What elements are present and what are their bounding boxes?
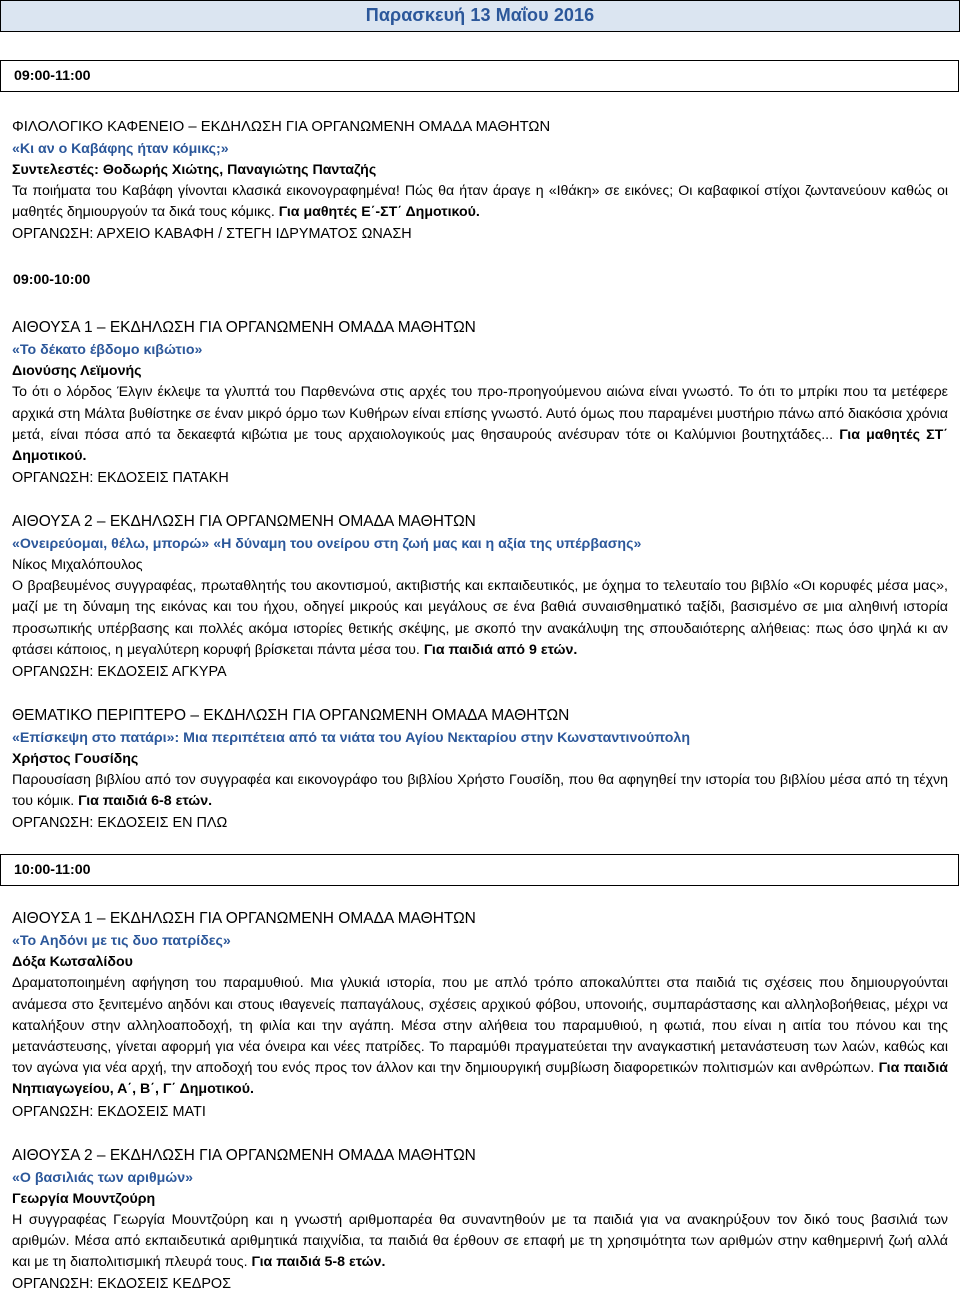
description-text: Το ότι ο λόρδος Έλγιν έκλεψε τα γλυπτά του Παρθενώνα στις αρχές του προ-προηγούμενου αιώνα είναι γνωστό. Το ότι το μπρίκι που τα μετέφερε αρχικά στη Μάλτα βυθίστηκε σε έναν μικρό όρμο των Κυθήρων είναι επίσης γνωστό. Αυτό όμως που παραμένει μυστήριο πάνω από διακόσια χρόνια μετά, είναι πόσα από τα δεκαεφτά κιβώτια με τους αρχαιολογικούς μας θησαυρούς ανέσυραν τότε οι Καλύμνιοι βουτηχτάδες... <box>12 384 948 443</box>
event-organizer: ΟΡΓΑΝΩΣΗ: ΕΚΔΟΣΕΙΣ ΑΓΚΥΡΑ <box>12 664 227 681</box>
description-text: Παρουσίαση βιβλίου από τον συγγραφέα και εικονογράφο του βιβλίου Χρήστο Γουσίδη, που θα αφηγηθεί την ιστορία του βιβλίου μέσα από τη τέχνη του κόμικ. <box>12 772 948 810</box>
event-title: «Ονειρεύομαι, θέλω, μπορώ» «Η δύναμη του ονείρου στη ζωή μας και η αξία της υπέρβασης» <box>12 536 642 553</box>
description-text: Η συγγραφέας Γεωργία Μουντζούρη και η γνωστή αριθμοπαρέα θα συναντηθούν με τα παιδιά για να ανακηρύξουν τον δικό τους βασιλιά των αριθμών. Μέσα από εκπαιδευτικά αριθμητικά παιχνίδια, τα παιδιά θα έρθουν σε επαφή με τη χρησιμότητα των αριθμών στην καθημερινή ζωή αλλά και με τη διαπολιτισμική πλευρά τους. <box>12 1211 948 1271</box>
event-organizer: ΟΡΓΑΝΩΣΗ: ΕΚΔΟΣΕΙΣ ΚΕΔΡΟΣ <box>12 1276 232 1293</box>
event-description <box>12 576 948 661</box>
event-organizer: ΟΡΓΑΝΩΣΗ: ΕΚΔΟΣΕΙΣ ΕΝ ΠΛΩ <box>12 815 228 832</box>
event-block <box>0 511 960 683</box>
event-author: Χρήστος Γουσίδης <box>12 751 139 768</box>
event-author: Δόξα Κωτσαλίδου <box>12 954 133 971</box>
event-block <box>0 317 960 489</box>
event-audience: Για μαθητές ΣΤ΄ Δημοτικού. <box>12 426 949 465</box>
time-slot: 10:00-11:00 <box>0 854 959 886</box>
event-description <box>12 770 948 812</box>
event-location: ΑΙΘΟΥΣΑ 1 – ΕΚΔΗΛΩΣΗ ΓΙΑ ΟΡΓΑΝΩΜΕΝΗ ΟΜΑΔΑ ΜΑΘΗΤΩΝ <box>12 319 476 337</box>
event-audience: Για μαθητές Ε΄-ΣΤ΄ Δημοτικού. <box>278 204 480 221</box>
event-title: «Το Αηδόνι με τις δυο πατρίδες» <box>12 933 231 950</box>
event-organizer: ΟΡΓΑΝΩΣΗ: ΕΚΔΟΣΕΙΣ ΠΑΤΑΚΗ <box>12 470 229 487</box>
event-block <box>0 908 960 1122</box>
event-title: «Ο βασιλιάς των αριθμών» <box>12 1169 194 1186</box>
event-location: ΑΙΘΟΥΣΑ 1 – ΕΚΔΗΛΩΣΗ ΓΙΑ ΟΡΓΑΝΩΜΕΝΗ ΟΜΑΔΑ ΜΑΘΗΤΩΝ <box>12 910 476 928</box>
event-organizer: ΟΡΓΑΝΩΣΗ: ΑΡΧΕΙΟ ΚΑΒΑΦΗ / ΣΤΕΓΗ ΙΔΡΥΜΑΤΟΣ ΩΝΑΣΗ <box>12 226 412 243</box>
description-text: Δραματοποιημένη αφήγηση του παραμυθιού. Μια γλυκιά ιστορία, που με απλό τρόπο αποκαλύπτει στα παιδιά τις σχέσεις που δημιουργούνται ανάμεσα στο ξενιτεμένο αηδόνι και στους ιθαγενείς παπαγάλους, σχέσεις αρχικού φόβου, υπονοιής, συμπαράστασης και αλληλοβοήθειας, μέχρι να καταλήξουν στην αλληλοαποδοχή, τη φιλία και την αγάπη. Μέσα στην αλήθεια του παραμυθιού, η φωτιά, που είναι η αιτία του πόνου και της μετανάστευσης, γίνεται αφορμή για νέα όνειρα και νέες πατρίδες. Το παραμύθι πραγματεύεται την αναγκαστική μετανάστευση των λαών, καθώς και τον αγώνα για νέα αρχή, την αποδοχή του ενός προς τον άλλον και την δημιουργική συμβίωση διαφορετικών πολιτισμών και ανθρώπων. <box>12 975 948 1077</box>
event-title: «Το δέκατο έβδομο κιβώτιο» <box>12 342 203 359</box>
event-organizer: ΟΡΓΑΝΩΣΗ: ΕΚΔΟΣΕΙΣ ΜΑΤΙ <box>12 1103 206 1120</box>
event-block <box>0 116 960 245</box>
event-block <box>0 705 960 834</box>
event-location: ΘΕΜΑΤΙΚΟ ΠΕΡΙΠΤΕΡΟ – ΕΚΔΗΛΩΣΗ ΓΙΑ ΟΡΓΑΝΩΜΕΝΗ ΟΜΑΔΑ ΜΑΘΗΤΩΝ <box>12 707 570 725</box>
description-text: Ο βραβευμένος συγγραφέας, πρωταθλητής του ακοντισμού, ακτιβιστής και εκπαιδευτικός, με όχημα το τελευταίο του βιβλίο «Οι κορυφές μέσα μας», μαζί με τη δύναμη της εικόνας και του ήχου, οδηγεί μικρούς και μεγάλους σε ένα βαθιά συναισθηματικό ταξίδι, βασισμένο σε μια αληθινή ιστορία προσωπικής υπέρβασης και πολλές ακόμα ιστορίες θετικής σκέψης, με σκοπό την ανακάλυψη της σπουδαιότερης αλήθειας: πως όσο ψηλά κι αν φτάσει κάποιος, η μεγαλύτερη κορυφή βρίσκεται πάντα μέσα του. <box>12 578 948 658</box>
program-document <box>0 60 960 1295</box>
event-audience: Για παιδιά Νηπιαγωγείου, Α΄, Β΄, Γ΄ Δημοτικού. <box>12 1060 948 1098</box>
event-author: Συντελεστές: Θοδωρής Χιώτης, Παναγιώτης Πανταζής <box>12 162 377 178</box>
event-description <box>12 1210 948 1274</box>
event-title: «Επίσκεψη στο πατάρι»: Μια περιπέτεια από τα νιάτα του Αγίου Νεκταρίου στην Κωνσταντινούπολη <box>12 730 690 747</box>
event-description <box>12 973 948 1100</box>
description-text: Τα ποιήματα του Καβάφη γίνονται κλασικά εικονογραφημένα! Πώς θα ήταν άραγε η «Ιθάκη» σε εικόνες; Οι καβαφικοί στίχοι ζωντανεύουν καθώς οι μαθητές δημιουργούν τα δικά τους κόμικς. <box>12 183 948 221</box>
event-author: Διονύσης Λεϊμονής <box>12 363 142 380</box>
date-header <box>0 0 960 32</box>
event-description <box>12 181 948 223</box>
event-author: Γεωργία Μουντζούρη <box>12 1190 156 1207</box>
time-slot: 09:00-10:00 <box>0 265 959 297</box>
event-location: ΑΙΘΟΥΣΑ 2 – ΕΚΔΗΛΩΣΗ ΓΙΑ ΟΡΓΑΝΩΜΕΝΗ ΟΜΑΔΑ ΜΑΘΗΤΩΝ <box>12 513 476 531</box>
event-location: ΑΙΘΟΥΣΑ 2 – ΕΚΔΗΛΩΣΗ ΓΙΑ ΟΡΓΑΝΩΜΕΝΗ ΟΜΑΔΑ ΜΑΘΗΤΩΝ <box>12 1146 476 1164</box>
event-description <box>12 382 948 467</box>
date-title: Παρασκευή 13 Μαΐου 2016 <box>365 5 595 25</box>
event-location: ΦΙΛΟΛΟΓΙΚΟ ΚΑΦΕΝΕΙΟ – ΕΚΔΗΛΩΣΗ ΓΙΑ ΟΡΓΑΝΩΜΕΝΗ ΟΜΑΔΑ ΜΑΘΗΤΩΝ <box>12 119 551 135</box>
event-author: Νίκος Μιχαλόπουλος <box>12 557 143 574</box>
event-audience: Για παιδιά 5-8 ετών. <box>251 1254 386 1271</box>
event-block <box>0 1145 960 1296</box>
event-audience: Για παιδιά 6-8 ετών. <box>78 793 213 810</box>
time-slot: 09:00-11:00 <box>0 60 959 92</box>
event-audience: Για παιδιά από 9 ετών. <box>423 641 578 658</box>
event-title: «Κι αν ο Καβάφης ήταν κόμικς;» <box>12 141 229 157</box>
